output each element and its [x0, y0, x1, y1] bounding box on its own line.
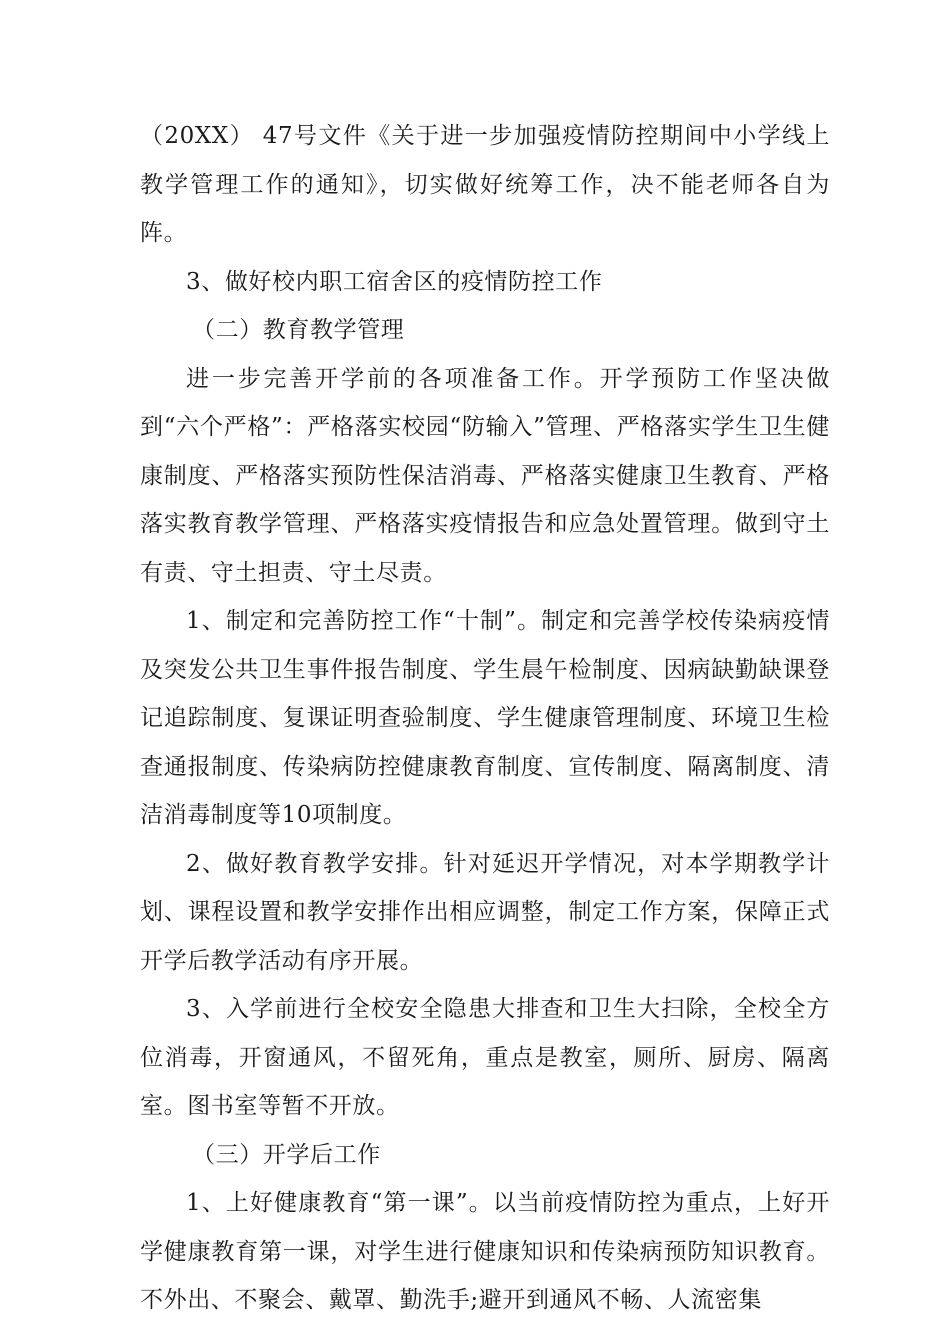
- paragraph-safety-inspection: 3、入学前进行全校安全隐患大排查和卫生大扫除，全校全方位消毒，开窗通风，不留死角，重点是教室，厕所、厨房、隔离室。图书室等暂不开放。: [140, 996, 830, 1119]
- document-page: [140, 112, 830, 1325]
- paragraph-dormitory-prevention: 3、做好校内职工宿舍区的疫情防控工作: [186, 268, 603, 295]
- paragraph-teaching-arrangement: 2、做好教育教学安排。针对延迟开学情况，对本学期教学计划、课程设置和教学安排作出相应调整，制定工作方案，保障正式开学后教学活动有序开展。: [140, 850, 830, 974]
- section-heading-teaching-management: （二）教育教学管理: [192, 317, 405, 343]
- paragraph-health-education: 1、上好健康教育“第一课”。以当前疫情防控为重点，上好开学健康教育第一课，对学生进行健康知识和传染病预防知识教育。不外出、不聚会、戴罩、勤洗手;避开到通风不畅、人流密集: [140, 1190, 830, 1313]
- paragraph-ten-systems: 1、制定和完善防控工作“十制”。制定和完善学校传染病疫情及突发公共卫生事件报告制度、学生晨午检制度、因病缺勤缺课登记追踪制度、复课证明查验制度、学生健康管理制度、环境卫生检查通报制度、传染病防控健康教育制度、宣传制度、隔离制度、清洁消毒制度等10项制度。: [140, 608, 830, 828]
- paragraph-six-strict-rules: 进一步完善开学前的各项准备工作。开学预防工作坚决做到“六个严格”：严格落实校园“防输入”管理、严格落实学生卫生健康制度、严格落实预防性保洁消毒、严格落实健康卫生教育、严格落实教育教学管理、严格落实疫情报告和应急处置管理。做到守土有责、守土担责、守土尽责。: [140, 365, 830, 586]
- section-heading-after-school-opening: （三）开学后工作: [192, 1141, 381, 1168]
- paragraph-document-reference: （20XX） 47号文件《关于进一步加强疫情防控期间中小学线上教学管理工作的通知》，切实做好统筹工作，决不能老师各自为阵。: [140, 123, 830, 246]
